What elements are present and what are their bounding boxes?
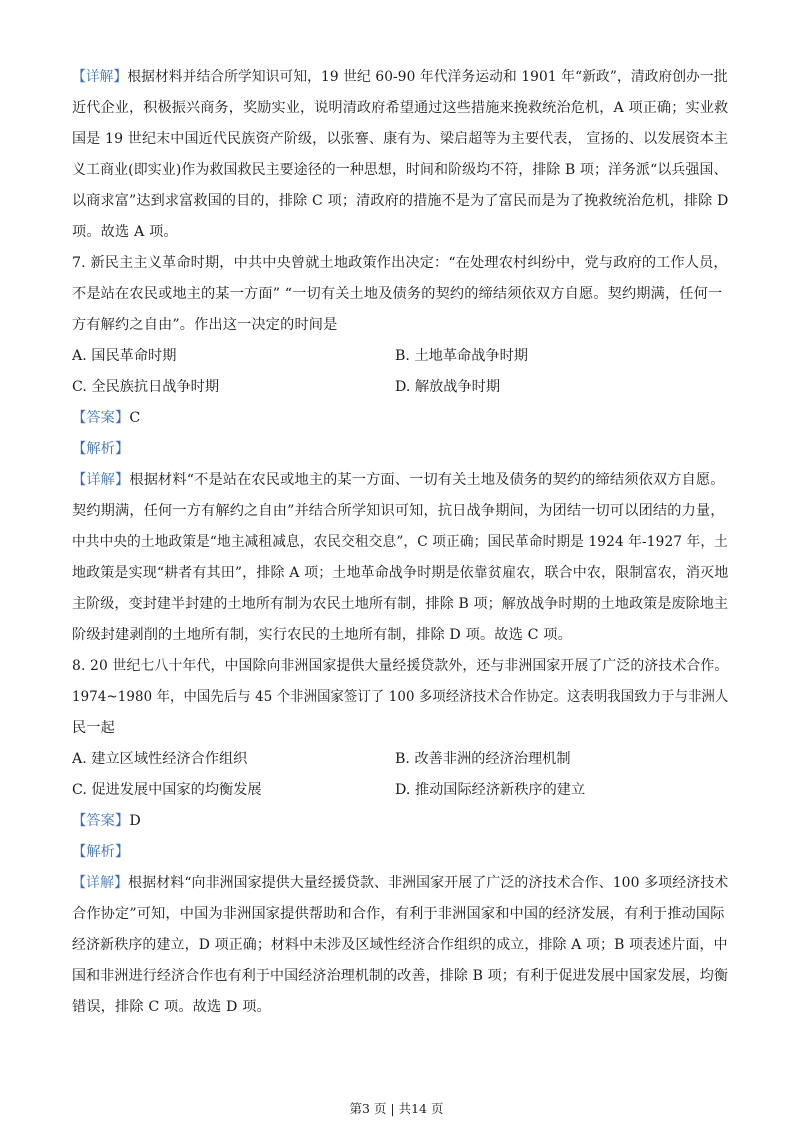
q8-stem-line: 民一起 — [72, 720, 116, 736]
q6-detail-line: 国是 19 世纪末中国近代民族资产阶级，以张謇、康有为、梁启超等为主要代表， 宣扬的、以发展资本主 — [72, 131, 729, 147]
q7-stem-line: 方有解约之自由”。作出这一决定的时间是 — [72, 317, 338, 333]
q7-options-row — [72, 341, 728, 372]
q8-stem-line: 1974~1980 年，中国先后与 45 个非洲国家签订了 100 多项经济技术合作协定。这表明我国致力于与非洲人 — [72, 689, 729, 705]
q8-options-row — [72, 744, 728, 775]
detail-tag: 【详解】 — [72, 69, 128, 85]
analysis-tag: 【解析】 — [72, 844, 130, 860]
q8-detail-line: 【详解】根据材料“向非洲国家提供大量经援贷款、非洲国家开展了广泛的济技术合作、100 多项经济技术 — [72, 875, 729, 891]
q8-detail-line: 国和非洲进行经济合作也有利于中国经济治理机制的改善，排除 B 项；有利于促进发展中国家发展，均衡 — [72, 968, 729, 984]
answer-tag: 【答案】 — [72, 410, 130, 426]
page-footer: 第3 页 | 共14 页 — [349, 1101, 444, 1116]
q7-stem-line: 7. 新民主主义革命时期，中共中央曾就土地政策作出决定：“在处理农村纠纷中，党与政府的工作人员， — [72, 255, 728, 271]
detail-tag: 【详解】 — [72, 472, 130, 488]
q7-options-row — [72, 372, 728, 403]
q7-detail-line: 地政策是实现“耕者有其田”，排除 A 项；土地革命战争时期是依靠贫雇农，联合中农，限制富农，消灭地 — [72, 565, 729, 581]
q6-detail-line: 以商求富”达到求富救国的目的，排除 C 项；清政府的措施不是为了富民而是为了挽救统治危机，排除 D — [72, 193, 729, 209]
q6-detail-line: 【详解】根据材料并结合所学知识可知，19 世纪 60-90 年代洋务运动和 1901 年“新政”，清政府创办一批 — [72, 69, 728, 85]
q8-answer — [72, 806, 728, 837]
detail-tag: 【详解】 — [72, 875, 129, 891]
document-body — [72, 62, 728, 1023]
q8-option-b: B. 改善非洲的经济治理机制 — [395, 751, 571, 767]
q6-detail-line: 项。故选 A 项。 — [72, 224, 178, 240]
q7-detail-line: 中共中央的土地政策是“地主减租减息，农民交租交息”，C 项正确；国民革命时期是 1924 年-1927 年，土 — [72, 534, 728, 550]
analysis-tag: 【解析】 — [72, 441, 130, 457]
q8-stem-line: 8. 20 世纪七八十年代，中国除向非洲国家提供大量经援贷款外，还与非洲国家开展了广泛的济技术合作。 — [72, 658, 729, 674]
answer-value: C — [129, 410, 141, 426]
q7-option-d: D. 解放战争时期 — [395, 379, 501, 395]
q6-detail-line: 近代企业，积极振兴商务，奖励实业，说明清政府希望通过这些措施来挽救统治危机，A 项正确；实业救 — [72, 100, 729, 116]
answer-value: D — [129, 813, 141, 829]
q8-option-a: A. 建立区域性经济合作组织 — [72, 751, 248, 767]
q7-detail-line: 契约期满，任何一方有解约之自由”并结合所学知识可知，抗日战争期间，为团结一切可以团结的力量， — [72, 503, 725, 519]
q8-option-d: D. 推动国际经济新秩序的建立 — [395, 782, 586, 798]
q8-detail-line: 错误，排除 C 项。故选 D 项。 — [72, 999, 271, 1015]
q8-detail-line: 经济新秩序的建立，D 项正确；材料中未涉及区域性经济合作组织的成立，排除 A 项；B 项表述片面，中 — [72, 937, 728, 953]
q7-stem-line: 不是站在农民或地主的某一方面” “一切有关土地及债务的契约的缔结须依双方自愿。契约期满，任何一 — [72, 286, 723, 302]
q7-option-b: B. 土地革命战争时期 — [395, 348, 528, 364]
q7-option-c: C. 全民族抗日战争时期 — [72, 379, 220, 395]
q7-analysis — [72, 434, 728, 465]
answer-tag: 【答案】 — [72, 813, 130, 829]
q6-detail-line: 义工商业(即实业)作为救国救民主要途径的一种思想，时间和阶级均不符，排除 B 项；洋务派“以兵强国、 — [72, 162, 728, 178]
q7-detail-line: 阶级封建剥削的土地所有制，实行农民的土地所有制，排除 D 项。故选 C 项。 — [72, 627, 572, 643]
q8-analysis — [72, 837, 728, 868]
q7-detail-line: 【详解】根据材料“不是站在农民或地主的某一方面、一切有关土地及债务的契约的缔结须依双方自愿。 — [72, 472, 725, 488]
q7-option-a: A. 国民革命时期 — [72, 348, 177, 364]
q7-detail-line: 主阶级，变封建半封建的土地所有制为农民土地所有制，排除 B 项；解放战争时期的土地政策是废除地主 — [72, 596, 729, 612]
q8-option-c: C. 促进发展中国家的均衡发展 — [72, 782, 262, 798]
q7-answer — [72, 403, 728, 434]
q8-options-row — [72, 775, 728, 806]
q8-detail-line: 合作协定”可知，中国为非洲国家提供帮助和合作，有利于非洲国家和中国的经济发展，有利于推动国际 — [72, 906, 725, 922]
